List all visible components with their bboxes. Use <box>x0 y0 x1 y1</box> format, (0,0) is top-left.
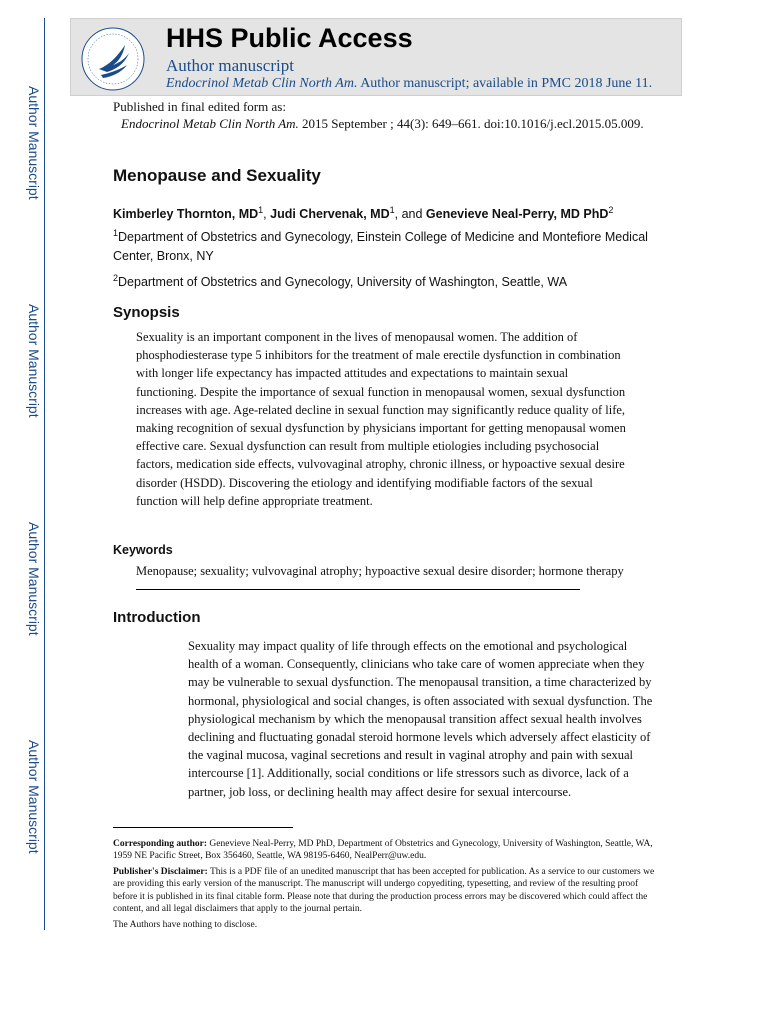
sidebar-label-3: Author Manuscript <box>26 522 42 636</box>
author-affil-mark: 2 <box>608 205 614 215</box>
publisher-disclaimer-note <box>113 866 658 916</box>
affiliation-mark: 2 <box>113 273 119 283</box>
published-label: Published in final edited form as: <box>113 99 286 114</box>
author-separator: , and <box>394 207 426 222</box>
author-name: Genevieve Neal-Perry, MD PhD <box>425 207 609 222</box>
banner-title: HHS Public Access <box>166 23 413 53</box>
author-affil-mark: 1 <box>258 205 264 215</box>
banner-citation <box>166 76 652 92</box>
corresponding-author-label: Corresponding author: <box>113 839 208 849</box>
affiliation-mark: 1 <box>113 228 119 238</box>
sidebar-divider <box>44 18 45 930</box>
introduction-heading: Introduction <box>113 609 201 626</box>
sidebar-label-1: Author Manuscript <box>26 86 42 200</box>
publisher-disclaimer-label: Publisher's Disclaimer: <box>113 867 208 877</box>
publisher-disclaimer-text: This is a PDF file of an unedited manuscript that has been accepted for publication. As a service to our customers we are providing this early version of the manuscript. The manuscript will undergo copyediting, typesetting, and review of the resulting proof before it is published in its final citable form. Please note that during the production process errors may be discovered which could affect the content, and all legal disclaimers that apply to the journal pertain. <box>113 867 655 915</box>
sidebar-label-4: Author Manuscript <box>26 740 42 854</box>
banner-availability: Author manuscript; available in PMC 2018 June 11. <box>357 76 653 91</box>
author-name: Judi Chervenak, MD <box>270 207 390 222</box>
corresponding-author-note <box>113 838 658 863</box>
introduction-text: Sexuality may impact quality of life through effects on the emotional and psychological health of a woman. Consequently, clinicians who take care of women appreciate when they may be vulnerable to sexual dysfunction. The menopausal transition, a time characterized by hormonal, physiological and social changes, is often associated with sexual dysfunction. The physiological mechanism by which the menopausal transition affect sexual health involves declining and fluctuating gonadal steroid hormone levels which adversely affect elasticity of the vaginal mucosa, vaginal secretions and result in vaginal atrophy and pain with sexual intercourse [1]. Additionally, social conditions or life stressors such as divorce, lack of a partner, job loss, or declining health may affect desire for sexual intercourse. <box>188 639 653 799</box>
article-title: Menopause and Sexuality <box>113 166 321 185</box>
affiliation-1 <box>113 224 673 266</box>
affiliation-text: Department of Obstetrics and Gynecology, Einstein College of Medicine and Montefiore Medical Center, Bronx, NY <box>113 230 648 264</box>
banner-subtitle: Author manuscript <box>166 56 294 75</box>
keywords-divider <box>136 589 580 590</box>
hhs-banner <box>70 18 682 96</box>
author-separator: , <box>263 207 271 222</box>
sidebar-label-2: Author Manuscript <box>26 304 42 418</box>
keywords-heading: Keywords <box>113 543 173 557</box>
author-name: Kimberley Thornton, MD <box>113 207 259 222</box>
affiliation-text: Department of Obstetrics and Gynecology, University of Washington, Seattle, WA <box>118 275 568 290</box>
banner-journal: Endocrinol Metab Clin North Am. <box>166 76 358 91</box>
synopsis-heading: Synopsis <box>113 304 180 321</box>
published-details: 2015 September ; 44(3): 649–661. doi:10.1016/j.ecl.2015.05.009. <box>298 116 644 131</box>
hhs-eagle-seal-icon <box>79 25 147 93</box>
published-citation <box>121 116 644 132</box>
corresponding-author-text: Genevieve Neal-Perry, MD PhD, Department of Obstetrics and Gynecology, University of Washington, Seattle, WA, 1959 NE Pacific Street, Box 356460, Seattle, WA 98195-6460, NealPerr@uw.edu. <box>113 839 653 862</box>
published-journal: Endocrinol Metab Clin North Am. <box>121 116 299 131</box>
synopsis-text: Sexuality is an important component in the lives of menopausal women. The addition of phosphodiesterase type 5 inhibitors for the treatment of male erectile dysfunction in combination with longer life expectancy has impacted attitudes and expectations to maintain sexual functioning. Despite the importance of sexual function in menopausal women, sexual dysfunction increases with age. Age-related decline in sexual function may significantly reduce quality of life, making recognition of sexual dysfunction by physicians important for getting menopausal women effective care. Sexual dysfunction can result from multiple etiologies including psychosocial factors, medication side effects, vulvovaginal atrophy, chronic illness, or hypoactive sexual desire disorder (HSDD). Discovering the etiology and identifying modifiable factors of the sexual function will help define appropriate treatment. <box>136 330 626 508</box>
author-list <box>113 205 613 221</box>
footnote-divider <box>113 827 293 828</box>
disclosure-note: The Authors have nothing to disclose. <box>113 920 258 930</box>
keywords-text: Menopause; sexuality; vulvovaginal atrophy; hypoactive sexual desire disorder; hormone therapy <box>136 564 624 578</box>
author-affil-mark: 1 <box>389 205 395 215</box>
affiliation-2 <box>113 269 673 292</box>
